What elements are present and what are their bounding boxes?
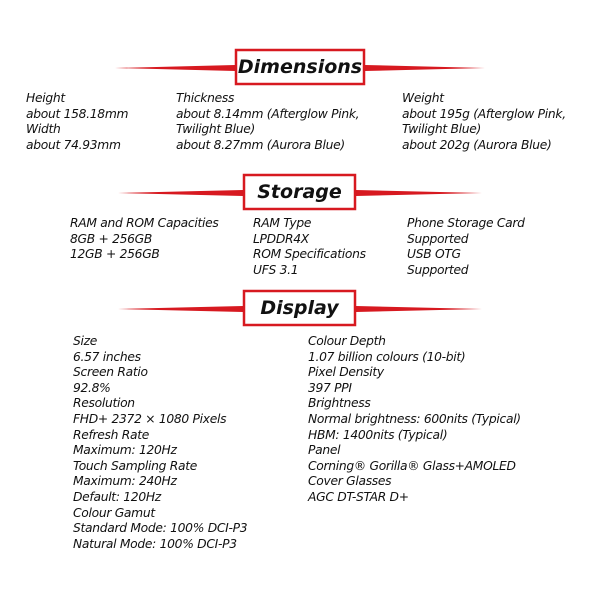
spec-line: Twilight Blue): [402, 122, 481, 137]
section-header-storage: [0, 173, 600, 213]
spec-line: about 158.18mm: [26, 106, 129, 121]
spec-line: 397 PPI: [308, 380, 352, 395]
spec-line: Weight: [402, 91, 444, 105]
spec-line: RAM and ROM Capacities: [70, 216, 219, 230]
spec-line: USB OTG: [407, 247, 461, 262]
storage-col-capacities: [70, 216, 219, 263]
spec-line: Refresh Rate: [73, 427, 150, 442]
spec-line: ROM Specifications: [253, 247, 366, 262]
spec-line: Size: [73, 334, 98, 348]
spec-line: Thickness: [176, 91, 235, 105]
spec-line: Cover Glasses: [308, 474, 392, 489]
spec-line: 8GB + 256GB: [70, 231, 153, 246]
spec-line: about 8.14mm (Afterglow Pink,: [176, 106, 360, 121]
spec-line: Standard Mode: 100% DCI-P3: [73, 521, 248, 536]
spec-line: 6.57 inches: [73, 349, 141, 364]
dimensions-col-weight: [402, 91, 566, 153]
spec-line: Maximum: 240Hz: [73, 474, 177, 489]
dimensions-col-height-width: [26, 91, 128, 153]
spec-line: UFS 3.1: [253, 262, 299, 277]
spec-line: about 195g (Afterglow Pink,: [402, 106, 566, 121]
display-col-right: [308, 334, 521, 506]
spec-line: FHD+ 2372 × 1080 Pixels: [73, 411, 227, 426]
dimensions-col-thickness: [176, 91, 359, 153]
storage-col-card-otg: [407, 216, 525, 278]
spec-line: Height: [26, 91, 65, 105]
section-title-display: Display: [260, 297, 339, 319]
spec-line: Touch Sampling Rate: [73, 458, 198, 473]
spec-line: about 8.27mm (Aurora Blue): [176, 137, 345, 152]
spec-line: Pixel Density: [308, 365, 384, 380]
section-header-dimensions: [0, 48, 600, 88]
spec-line: Resolution: [73, 396, 135, 411]
spec-line: LPDDR4X: [253, 231, 309, 246]
spec-line: Phone Storage Card: [407, 216, 525, 230]
spec-line: 1.07 billion colours (10-bit): [308, 349, 466, 364]
spec-line: Colour Gamut: [73, 505, 155, 520]
section-header-display: [0, 289, 600, 329]
spec-line: 12GB + 256GB: [70, 247, 160, 262]
spec-line: HBM: 1400nits (Typical): [308, 427, 448, 442]
spec-line: AGC DT-STAR D+: [308, 489, 409, 504]
spec-line: Panel: [308, 443, 341, 458]
spec-line: Brightness: [308, 396, 371, 411]
spec-line: Supported: [407, 231, 469, 246]
spec-line: Twilight Blue): [176, 122, 255, 137]
section-title-storage: Storage: [257, 181, 342, 203]
spec-line: Maximum: 120Hz: [73, 443, 177, 458]
spec-line: Default: 120Hz: [73, 489, 161, 504]
spec-line: about 202g (Aurora Blue): [402, 137, 552, 152]
spec-line: 92.8%: [73, 380, 111, 395]
spec-line: Width: [26, 122, 61, 137]
spec-line: Supported: [407, 262, 469, 277]
spec-line: Normal brightness: 600nits (Typical): [308, 411, 521, 426]
spec-line: Colour Depth: [308, 334, 386, 348]
spec-line: Screen Ratio: [73, 365, 148, 380]
storage-col-ram-rom: [253, 216, 366, 278]
spec-line: Natural Mode: 100% DCI-P3: [73, 536, 237, 551]
spec-line: RAM Type: [253, 216, 312, 230]
display-col-left: [73, 334, 247, 552]
spec-line: Corning® Gorilla® Glass+AMOLED: [308, 458, 516, 473]
spec-line: about 74.93mm: [26, 137, 121, 152]
section-title-dimensions: Dimensions: [237, 56, 363, 78]
